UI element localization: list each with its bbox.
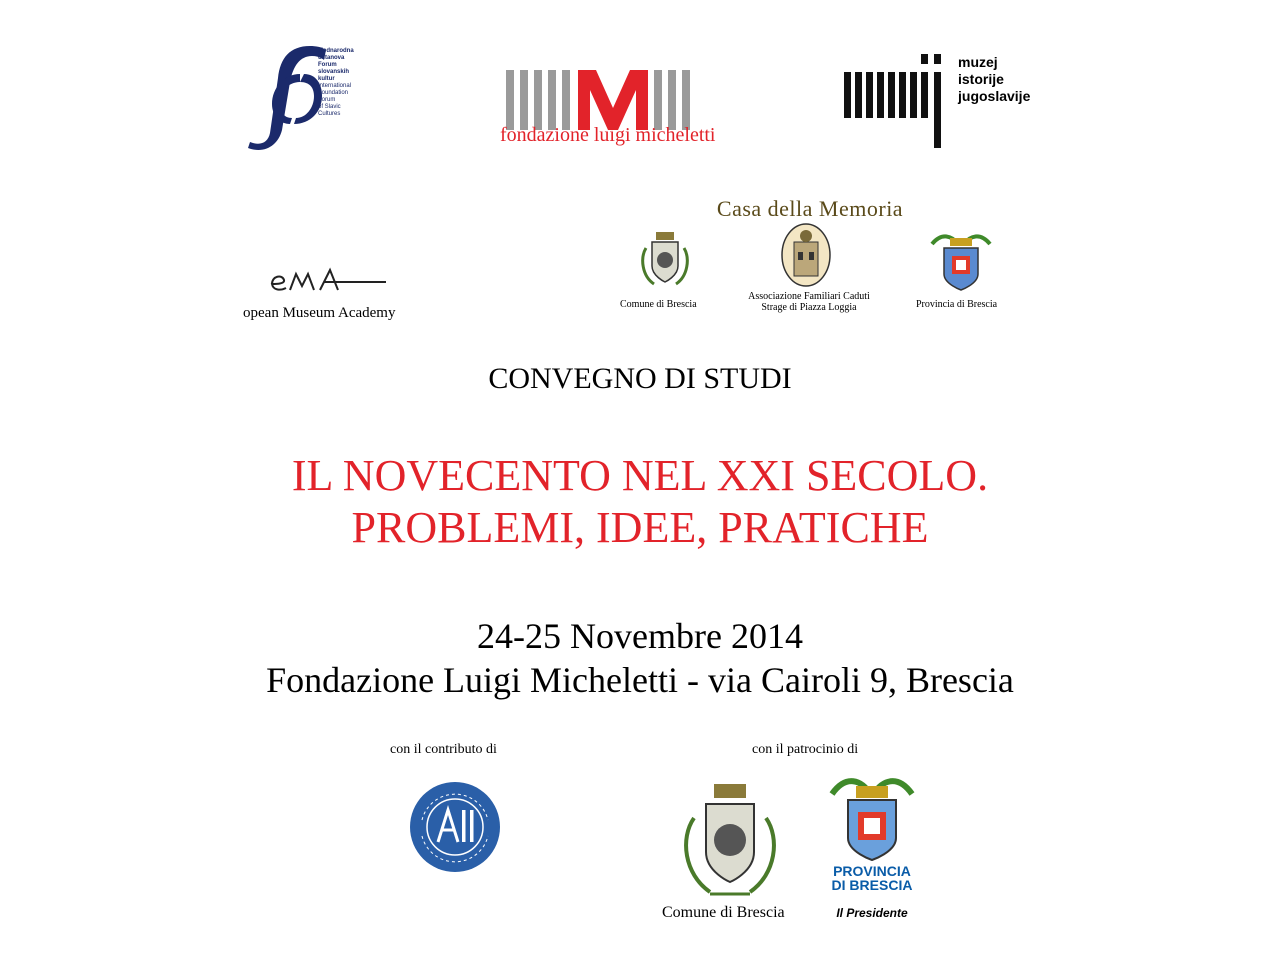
provincia-brescia-crest-icon <box>928 230 994 292</box>
event-date: 24-25 Novembre 2014 <box>477 616 803 656</box>
muzej-line: istorije <box>958 71 1004 87</box>
patrocinio-label: con il patrocinio di <box>752 742 859 757</box>
ema-logo <box>268 262 388 294</box>
provincia-presidente: Il Presidente <box>836 906 908 920</box>
associazione-crest-icon <box>780 222 832 288</box>
casa-della-memoria-title: Casa della Memoria <box>716 196 904 221</box>
provincia-brescia-label <box>826 864 918 892</box>
event-venue: Fondazione Luigi Micheletti - via Cairoli 9, Brescia <box>266 660 1014 700</box>
muzej-line: jugoslavije <box>958 88 1031 104</box>
associazione-line: Associazione Familiari Caduti <box>748 291 870 302</box>
micheletti-caption: fondazione luigi micheletti <box>500 124 716 146</box>
comune-brescia-large-crest-icon <box>680 778 780 908</box>
fsk-line: Mednarodna <box>318 48 354 54</box>
forum-slavic-cultures-text <box>318 48 358 118</box>
fsk-line: Forum <box>318 97 336 103</box>
convegno-subtitle: CONVEGNO DI STUDI <box>488 362 792 395</box>
fsk-line: ustanova <box>318 55 345 61</box>
comune-brescia-crest-icon <box>638 228 692 292</box>
muzej-line: muzej <box>958 54 998 70</box>
casa-associazione-caption <box>732 291 886 313</box>
provincia-brescia-large-crest-icon <box>826 772 918 872</box>
fsk-line: Foundation <box>318 90 349 96</box>
fsk-line: slovanskih <box>318 69 350 75</box>
fsk-line: International <box>318 83 352 89</box>
event-details <box>0 614 1280 702</box>
title-line-2: PROBLEMI, IDEE, PRATICHE <box>351 503 929 552</box>
provincia-line-2: DI BRESCIA <box>831 877 913 893</box>
fsk-line: Cultures <box>318 111 341 117</box>
contributo-label: con il contributo di <box>390 742 497 757</box>
adriatic-ionian-initiative-logo <box>408 780 502 874</box>
fsk-line: Forum <box>318 62 337 68</box>
casa-comune-caption: Comune di Brescia <box>620 299 697 310</box>
muzej-text <box>958 54 1030 105</box>
associazione-line: Strage di Piazza Loggia <box>761 302 857 313</box>
conference-title <box>0 450 1280 554</box>
title-line-1: IL NOVECENTO NEL XXI SECOLO. <box>291 451 989 500</box>
casa-provincia-caption: Provincia di Brescia <box>916 299 998 310</box>
ema-caption: opean Museum Academy <box>243 305 396 321</box>
fsk-line: of Slavic <box>318 104 341 110</box>
muzej-istorije-jugoslavije-logo <box>840 50 950 150</box>
fsk-line: kultur <box>318 76 335 82</box>
provincia-line-1: PROVINCIA <box>833 863 911 879</box>
comune-brescia-caption: Comune di Brescia <box>662 904 785 921</box>
